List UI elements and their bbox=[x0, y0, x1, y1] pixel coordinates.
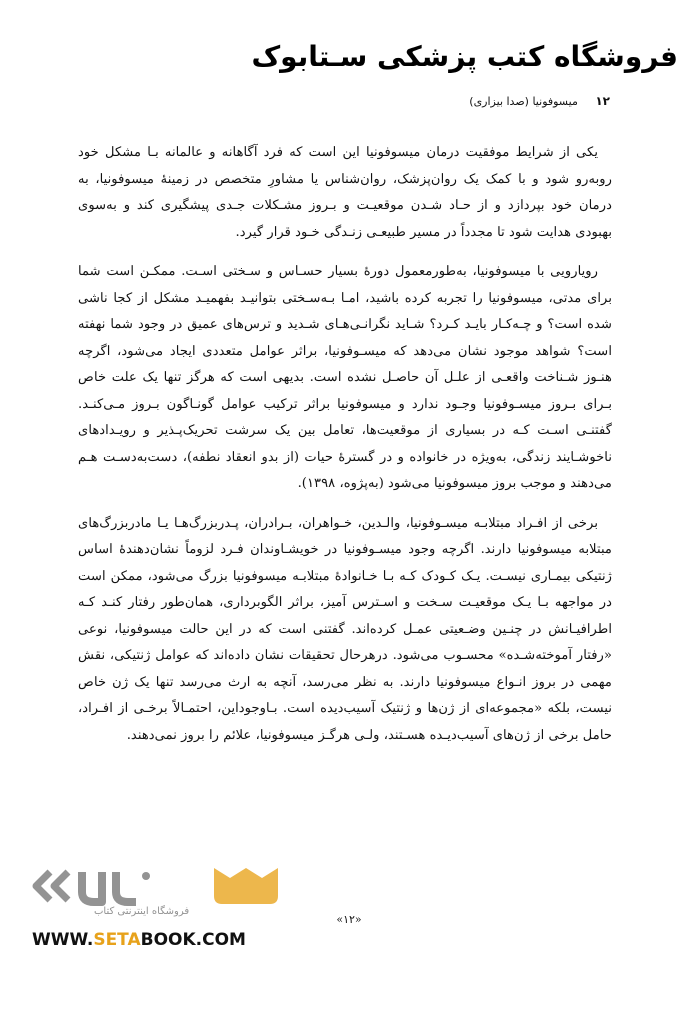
url-accent: SETA bbox=[93, 930, 141, 950]
watermark-url bbox=[32, 930, 246, 950]
setabook-watermark bbox=[24, 858, 324, 928]
page-number: ۱۲ bbox=[595, 94, 610, 108]
url-prefix: WWW. bbox=[32, 930, 94, 950]
url-suffix: BOOK.COM bbox=[140, 930, 246, 950]
body-text bbox=[78, 140, 612, 762]
store-title: فروشگاه کتب پزشکی سـتابوک bbox=[251, 40, 678, 73]
watermark-subtitle: فروشگاه اینترنتی کتاب bbox=[94, 906, 190, 917]
page-folio: «۱۲» bbox=[336, 913, 362, 926]
paragraph-3: برخی از افـراد مبتلابـه میسـوفونیا، والـدین، خـواهران، بـرادران، پـدربزرگ‌هـا یـا مادربزرگ‌های مبتلابه میسوفونیا دارند. اگرچه وجود میسـوفونیا در خویشـاوندان فـرد لزوماً نشان‌دهندهٔ اساس ژنتیکی بیمـاری نیسـت. یـک کـودک کـه بـا خـانوادهٔ مبتلابـه میسوفونیا بزرگ می‌شود، ممکن است در مواجهه بـا یـک موقعیـت سـخت و اسـترس آمیز، براثر الگوبرداری، همان‌طور رفتار کنـد کـه اطرافیـانش در چنـین وضـعیتی عمـل کرده‌اند. گفتنی است که در این حالت میسوفونیا، نوعی «رفتار آموخته‌شـده» محسـوب می‌شود. درهرحال تحقیقات نشان داده‌اند که عوامل ژنتیکی، نقش مهمی در بروز انـواع میسوفونیا دارند. به نظر می‌رسد، آنچه به ارث می‌رسد تنها یک ژن خاص نیست، بلکه «مجموعه‌ای از ژن‌ها و ژنتیک آسیب‌دیده است. بـاوجوداین، احتمـالاً برخـی از افـراد، حامل برخی از ژن‌های آسیب‌دیـده هسـتند، ولـی هرگـز میسوفونیا، علائم را بروز نمی‌دهند. bbox=[78, 515, 612, 743]
paragraph-1: یکی از شرایط موفقیت درمان میسوفونیا این است که فرد آگاهانه و عالمانه بـا مشکل خود روبه‌رو شود و با کمک یک روان‌پزشک، روان‌شناس یا مشاورِ متخصص در زمینهٔ میسوفونیا، به درمان خود بپردازد و از حـاد شـدن موقعیـت و بـروز مشـکلات جـدی پیشگیری کند و به‌سوی بهبودی هدایت شود تا مجدداً در مسیر طبیعـی زنـدگی خـود قرار گیرد. bbox=[78, 145, 612, 240]
running-head bbox=[469, 94, 610, 108]
running-title: میسوفونیا (صدا بیزاری) bbox=[469, 95, 578, 108]
paragraph-2: رویارویی با میسوفونیا، به‌طورمعمول دورهٔ بسیار حسـاس و سـختی اسـت. ممکـن است شما برای مدتی، میسوفونیا را تجربه کرده باشید، امـا بـه‌سـختی بتوانیـد بفهمیـد مشکل از کجا ناشی شده است؟ و چـه‌کـار بایـد کـرد؟ شـاید نگرانـی‌هـای شـدید و ترس‌های عمیق در وجود شما نهفته است؟ شواهد موجود نشان می‌دهد که میسـوفونیا، براثر عوامل متعددی ایجاد می‌شود، اگرچه هنـوز شـناخت واقعـی از علـل آن حاصـل نشده است. بدیهی است که هرگز تنها یک علت خاص بـرای بـروز میسـوفونیا وجـود ندارد و میسوفونیا براثر ترکیب عوامل گونـاگون بـروز مـی‌کنـد. گفتنـی اسـت کـه در بسیاری از موقعیت‌ها، تعامل بین یک سرشت تحریک‌پـذیر و رویـدادهای ناخوشـایند زندگی، به‌ویژه در خانواده و در گسترهٔ حیات (از بدو انعقاد نطفه)، دست‌به‌دسـت هـم می‌دهند و موجب بروز میسوفونیا می‌شود (به‌پژوه، ۱۳۹۸). bbox=[78, 264, 612, 491]
